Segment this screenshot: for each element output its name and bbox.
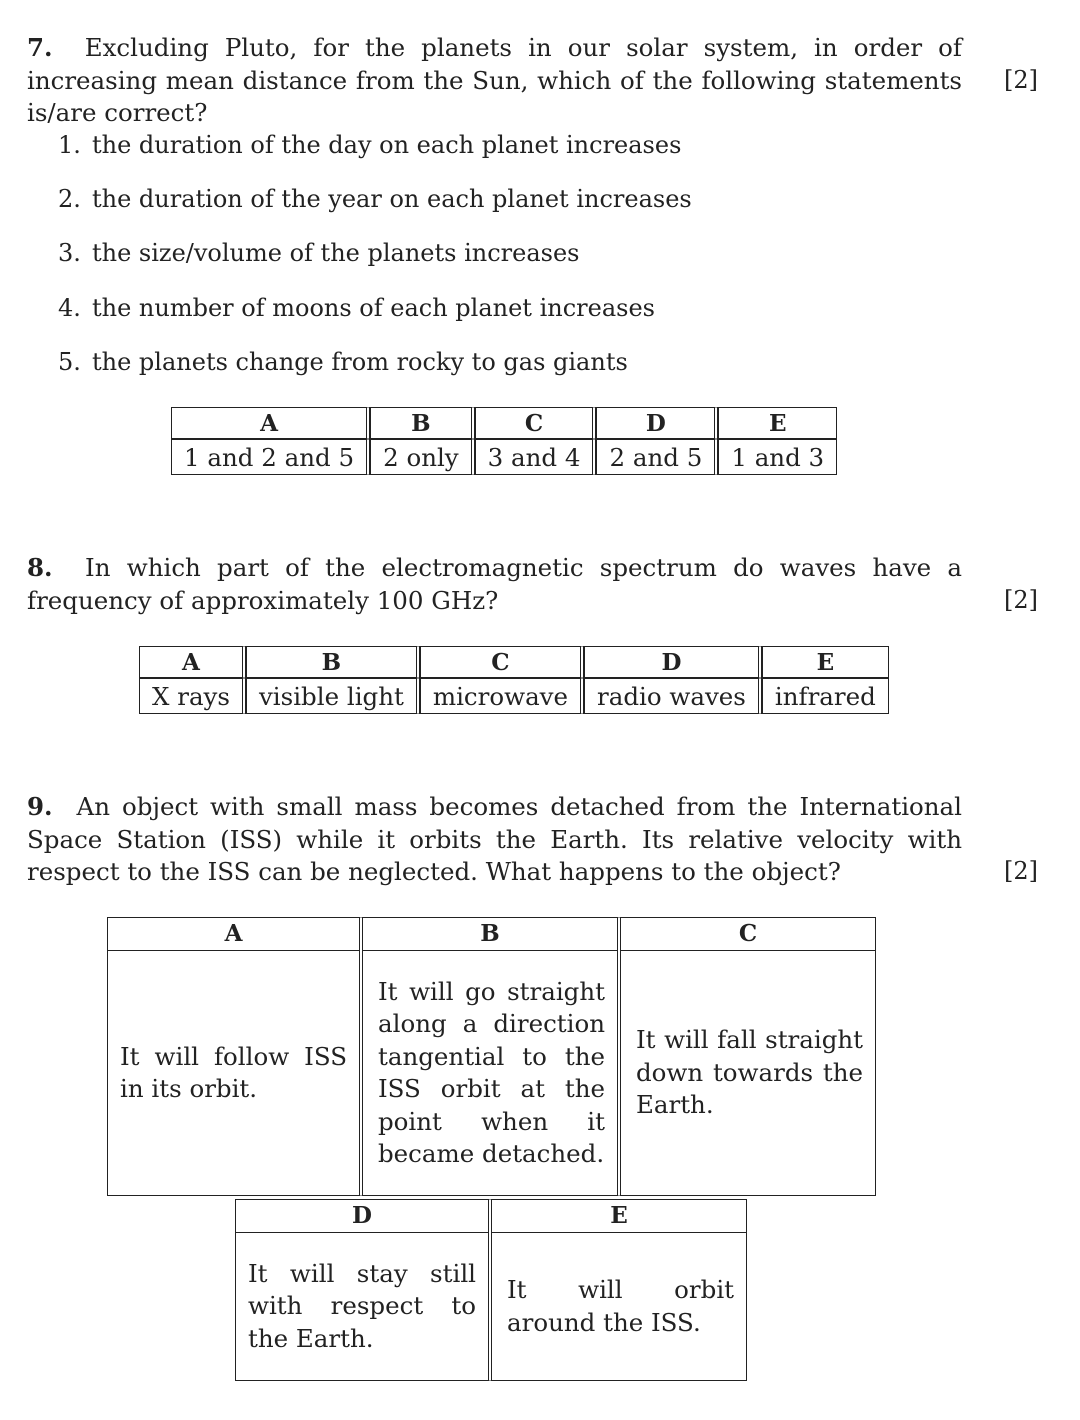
question-7-statement-4 bbox=[58, 293, 655, 323]
option-value-e: infrared bbox=[762, 678, 889, 714]
question-8-text bbox=[27, 552, 962, 617]
question-9-option-b bbox=[362, 917, 621, 1196]
question-7-marks: [2] bbox=[1004, 66, 1038, 94]
option-value-b: It will go straight along a direction tangential to the ISS orbit at the point when it became detached. bbox=[378, 976, 605, 1168]
option-letter-c: C bbox=[475, 407, 597, 439]
option-value-c: microwave bbox=[420, 678, 584, 714]
option-letter-d: D bbox=[236, 1200, 488, 1233]
option-value-a: 1 and 2 and 5 bbox=[171, 439, 370, 475]
question-7-options-table bbox=[171, 407, 837, 475]
option-value-d: 2 and 5 bbox=[596, 439, 718, 475]
question-9-option-d bbox=[235, 1199, 492, 1381]
question-7-prompt: Excluding Pluto, for the planets in our solar system, in order of increasing mean distance from the Sun, which of the following statements is/are correct? bbox=[27, 33, 962, 127]
question-8-marks: [2] bbox=[1004, 586, 1038, 614]
option-letter-d: D bbox=[584, 646, 762, 678]
question-9-option-a bbox=[107, 917, 363, 1196]
option-value-a: X rays bbox=[139, 678, 246, 714]
option-letter-c: C bbox=[621, 918, 875, 951]
option-value-b: 2 only bbox=[370, 439, 475, 475]
option-letter-e: E bbox=[718, 407, 837, 439]
statement-number: 3. bbox=[58, 239, 81, 267]
option-letter-b: B bbox=[363, 918, 617, 951]
option-letter-a: A bbox=[108, 918, 359, 951]
statement-number: 4. bbox=[58, 294, 81, 322]
option-value-b: visible light bbox=[246, 678, 420, 714]
statement-number: 1. bbox=[58, 131, 81, 159]
question-7-statement-3 bbox=[58, 238, 579, 268]
option-letter-a: A bbox=[171, 407, 370, 439]
option-value-d: It will stay still with respect to the Earth. bbox=[248, 1258, 476, 1353]
question-7-number: 7. bbox=[27, 33, 53, 62]
option-letter-e: E bbox=[492, 1200, 746, 1233]
question-8-options-table bbox=[139, 646, 889, 714]
option-value-a: It will follow ISS in its orbit. bbox=[120, 1041, 347, 1103]
option-value-e: 1 and 3 bbox=[718, 439, 837, 475]
option-letter-b: B bbox=[246, 646, 420, 678]
option-letter-c: C bbox=[420, 646, 584, 678]
question-8-prompt: In which part of the electromagnetic spectrum do waves have a frequency of approximately 100 GHz? bbox=[27, 553, 963, 615]
question-9-prompt: An object with small mass becomes detached from the International Space Station (ISS) while it orbits the Earth. Its relative velocity with respect to the ISS can be neglected. What happens to the object? bbox=[27, 792, 962, 886]
option-letter-d: D bbox=[596, 407, 718, 439]
question-7-statement-2 bbox=[58, 184, 692, 214]
statement-text: the planets change from rocky to gas giants bbox=[92, 348, 628, 376]
question-9-option-e bbox=[491, 1199, 747, 1381]
option-value-e: It will orbit around the ISS. bbox=[507, 1275, 734, 1337]
statement-number: 5. bbox=[58, 348, 81, 376]
option-letter-b: B bbox=[370, 407, 475, 439]
question-9-number: 9. bbox=[27, 792, 53, 821]
question-7-statement-5 bbox=[58, 347, 628, 377]
option-value-c: 3 and 4 bbox=[475, 439, 597, 475]
statement-number: 2. bbox=[58, 185, 81, 213]
statement-text: the size/volume of the planets increases bbox=[92, 239, 580, 267]
option-letter-e: E bbox=[762, 646, 889, 678]
question-7-text bbox=[27, 32, 962, 130]
option-value-c: It will fall straight down towards the Earth. bbox=[636, 1025, 863, 1120]
statement-text: the number of moons of each planet increases bbox=[92, 294, 655, 322]
question-9-text bbox=[27, 791, 962, 889]
question-9-option-c bbox=[620, 917, 876, 1196]
statement-text: the duration of the year on each planet increases bbox=[92, 185, 692, 213]
question-8-number: 8. bbox=[27, 553, 53, 582]
question-7-statement-1 bbox=[58, 130, 681, 160]
option-letter-a: A bbox=[139, 646, 246, 678]
question-9-marks: [2] bbox=[1004, 857, 1038, 885]
statement-text: the duration of the day on each planet increases bbox=[92, 131, 682, 159]
option-value-d: radio waves bbox=[584, 678, 762, 714]
